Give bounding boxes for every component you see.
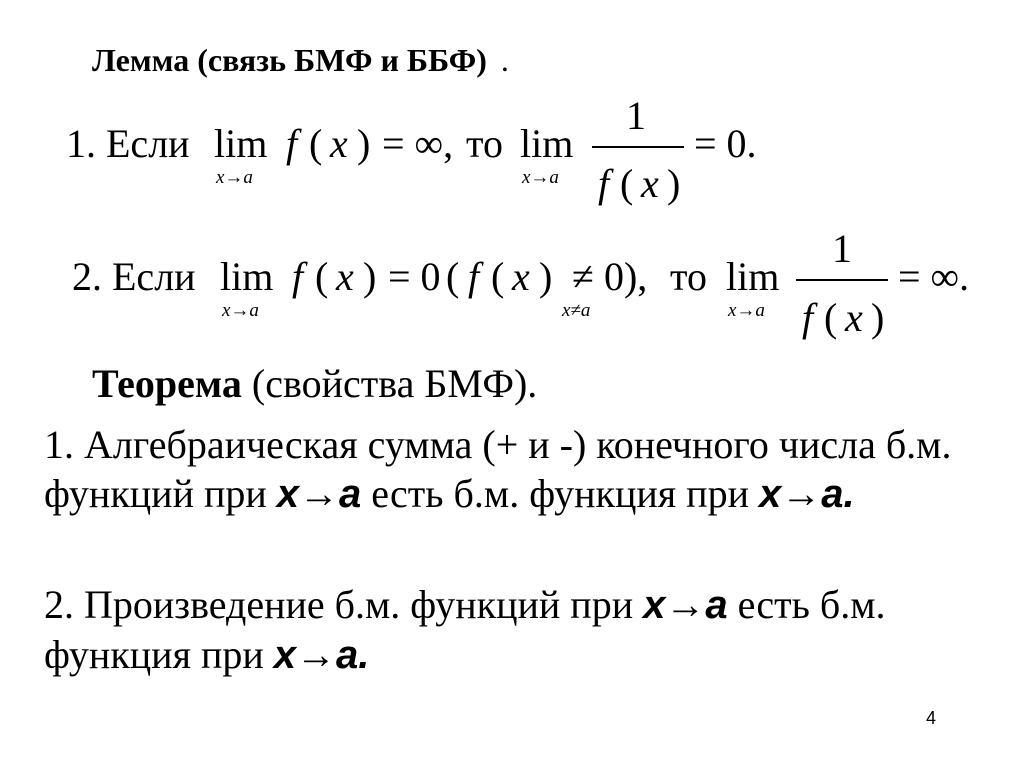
item1-f: f: [286, 121, 298, 166]
item2-frac-numerator: 1: [832, 226, 852, 271]
item1-fraction-bar: [592, 146, 684, 148]
prop1-text-b: есть б.м. функция при: [371, 471, 749, 516]
theorem-subtitle: (свойства БМФ).: [251, 361, 538, 406]
item2-cond-inner-open: (: [491, 254, 505, 299]
item2-cond-x: x: [512, 254, 530, 299]
item1-if: Если: [106, 121, 190, 166]
prop1-text-a: 1. Алгебраическая сумма (+ и -) конечного числа б.м. функций при: [44, 422, 952, 516]
item2-neq-zero: ≠ 0),: [572, 254, 648, 299]
prop2-x-to-a-2: x→a.: [273, 633, 370, 677]
item2-den-paren-close: ): [871, 295, 885, 340]
item1-lim2-sub: x→a: [522, 167, 559, 188]
item1-then: то: [466, 121, 503, 166]
item2-den-f: f: [802, 295, 814, 340]
item2-cond-f: f: [468, 254, 480, 299]
item2-lim2: lim: [726, 254, 780, 299]
prop1-x-to-a-2: x→a.: [758, 472, 855, 516]
item1-number: 1.: [66, 121, 96, 166]
item2-cond-sub: x≠a: [562, 300, 591, 321]
item2-f: f: [292, 254, 304, 299]
prop2-x-to-a: x→a: [643, 583, 728, 627]
item1-den-paren-open: (: [620, 161, 634, 206]
lemma-heading: [92, 44, 509, 76]
item1-equals-inf: = ∞,: [382, 121, 454, 166]
lemma-heading-text: Лемма (связь БМФ и ББФ): [92, 42, 487, 78]
item2-x: x: [336, 254, 354, 299]
item2-then: то: [670, 254, 707, 299]
item2-cond-inner-close: ): [539, 254, 553, 299]
item2-den-x: x: [845, 295, 863, 340]
item2-fraction-bar: [796, 279, 888, 281]
item1-paren-close: ): [357, 121, 371, 166]
item1-frac-numerator: 1: [626, 93, 646, 138]
theorem-property-2: [44, 580, 994, 680]
prop2-text-b: есть б.м. функция при: [44, 582, 886, 677]
item2-equals-zero: = 0: [388, 254, 441, 299]
prop2-text-a: 2. Произведение б.м. функций при: [44, 582, 634, 627]
item2-paren-open: (: [315, 254, 329, 299]
item1-den-x: x: [641, 161, 659, 206]
item1-lim2: lim: [520, 121, 574, 166]
item1-den-paren-close: ): [667, 161, 681, 206]
theorem-property-1: [44, 420, 994, 519]
item1-lim: lim: [214, 121, 268, 166]
item1-den-f: f: [598, 161, 610, 206]
item2-den-paren-open: (: [824, 295, 838, 340]
item2-paren-close: ): [363, 254, 377, 299]
item1-x: x: [330, 121, 348, 166]
lemma-heading-dot: .: [500, 42, 509, 78]
page-number: 4: [926, 708, 937, 728]
item2-equals-result: = ∞.: [898, 254, 970, 299]
item2-lim: lim: [220, 254, 274, 299]
prop1-x-to-a: x→a: [276, 472, 362, 516]
item2-lim-sub: x→a: [222, 300, 259, 321]
item1-lim-sub: x→a: [216, 167, 253, 188]
item1-equals-result: = 0.: [694, 121, 757, 166]
item2-number: 2.: [72, 254, 102, 299]
theorem-heading: [92, 361, 538, 406]
theorem-word: Теорема: [92, 361, 242, 406]
item1-paren-open: (: [309, 121, 323, 166]
item2-cond-paren-open: (: [446, 254, 460, 299]
item2-lim2-sub: x→a: [728, 300, 765, 321]
item2-if: Если: [112, 254, 196, 299]
